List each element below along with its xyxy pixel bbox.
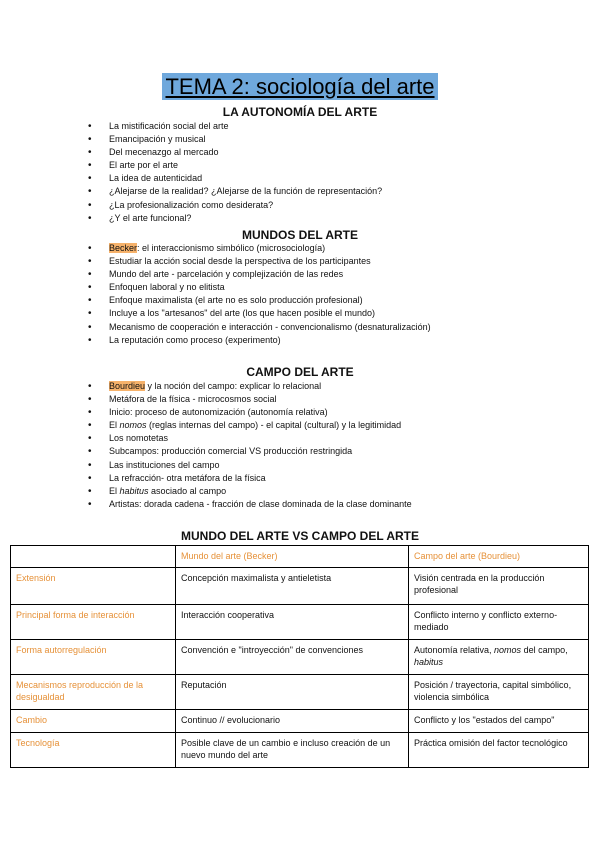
table-header-row <box>11 546 589 568</box>
list-item: • El arte por el arte <box>86 159 576 172</box>
row-label: Mecanismos reproducción de la desigualdad <box>11 675 176 710</box>
cell-bourdieu: Práctica omisión del factor tecnológico <box>409 733 589 768</box>
list-item-habitus: • El habitus asociado al campo <box>86 485 576 498</box>
list-item: • Metáfora de la física - microcosmos social <box>86 393 576 406</box>
header-cell-becker: Mundo del arte (Becker) <box>176 546 409 568</box>
list-item: • Enfoquen laboral y no elitista <box>86 281 576 294</box>
list-item: • Los nomotetas <box>86 432 576 445</box>
header-cell-empty <box>11 546 176 568</box>
section-heading-campo: CAMPO DEL ARTE <box>246 365 354 379</box>
list-item: • La idea de autenticidad <box>86 172 576 185</box>
highlight-bourdieu: Bourdieu <box>109 381 146 391</box>
cell-becker: Convención e "introyección" de convenciones <box>176 640 409 675</box>
table-row <box>11 568 589 605</box>
row-label: Tecnología <box>11 733 176 768</box>
table-heading: MUNDO DEL ARTE VS CAMPO DEL ARTE <box>180 529 419 543</box>
list-item-nomos: • El nomos (reglas internas del campo) - el capital (cultural) y la legitimidad <box>86 419 576 432</box>
list-item: • Mundo del arte - parcelación y complejización de las redes <box>86 268 576 281</box>
header-cell-bourdieu: Campo del arte (Bourdieu) <box>409 546 589 568</box>
row-label: Forma autorregulación <box>11 640 176 675</box>
list-item: • Inicio: proceso de autonomización (autonomía relativa) <box>86 406 576 419</box>
comparison-table <box>10 545 589 768</box>
list-item: • Artistas: dorada cadena - fracción de clase dominada de la clase dominante <box>86 498 576 511</box>
cell-becker: Concepción maximalista y antieletista <box>176 568 409 605</box>
table-row <box>11 605 589 640</box>
list-item: • La mistificación social del arte <box>86 120 576 133</box>
list-item: • Estudiar la acción social desde la perspectiva de los participantes <box>86 255 576 268</box>
list-item: • Emancipación y musical <box>86 133 576 146</box>
cell-becker: Posible clave de un cambio e incluso creación de un nuevo mundo del arte <box>176 733 409 768</box>
list-item: • Del mecenazgo al mercado <box>86 146 576 159</box>
table-row <box>11 733 589 768</box>
list-campo <box>86 380 576 511</box>
row-label: Cambio <box>11 710 176 733</box>
cell-becker: Reputación <box>176 675 409 710</box>
list-item: • ¿Y el arte funcional? <box>86 212 576 225</box>
list-item: • ¿Alejarse de la realidad? ¿Alejarse de la función de representación? <box>86 185 576 198</box>
list-item: • Mecanismo de cooperación e interacción - convencionalismo (desnaturalización) <box>86 321 576 334</box>
cell-becker: Interacción cooperativa <box>176 605 409 640</box>
list-item: • Incluye a los "artesanos" del arte (los que hacen posible el mundo) <box>86 307 576 320</box>
section-heading-autonomia: LA AUTONOMÍA DEL ARTE <box>222 105 378 119</box>
page-title: TEMA 2: sociología del arte <box>162 73 437 100</box>
list-item: • La refracción- otra metáfora de la física <box>86 472 576 485</box>
list-item: • Las instituciones del campo <box>86 459 576 472</box>
row-label: Extensión <box>11 568 176 605</box>
list-mundos <box>86 242 576 347</box>
list-autonomia <box>86 120 576 225</box>
table-row <box>11 710 589 733</box>
cell-becker: Continuo // evolucionario <box>176 710 409 733</box>
table-row <box>11 675 589 710</box>
list-item: • Enfoque maximalista (el arte no es solo producción profesional) <box>86 294 576 307</box>
row-label: Principal forma de interacción <box>11 605 176 640</box>
cell-bourdieu: Conflicto interno y conflicto externo-mediado <box>409 605 589 640</box>
highlight-becker: Becker <box>109 243 138 253</box>
table-row <box>11 640 589 675</box>
list-item-lead: • Becker: el interaccionismo simbólico (microsociología) <box>86 242 576 255</box>
cell-bourdieu: Conflicto y los "estados del campo" <box>409 710 589 733</box>
section-heading-mundos: MUNDOS DEL ARTE <box>241 228 358 242</box>
list-item: • La reputación como proceso (experimento) <box>86 334 576 347</box>
cell-bourdieu: Visión centrada en la producción profesional <box>409 568 589 605</box>
cell-bourdieu: Autonomía relativa, nomos del campo, habitus <box>409 640 589 675</box>
list-item: • ¿La profesionalización como desiderata? <box>86 199 576 212</box>
cell-bourdieu: Posición / trayectoria, capital simbólico, violencia simbólica <box>409 675 589 710</box>
list-item: • Subcampos: producción comercial VS producción restringida <box>86 445 576 458</box>
list-item-lead: • Bourdieu y la noción del campo: explicar lo relacional <box>86 380 576 393</box>
